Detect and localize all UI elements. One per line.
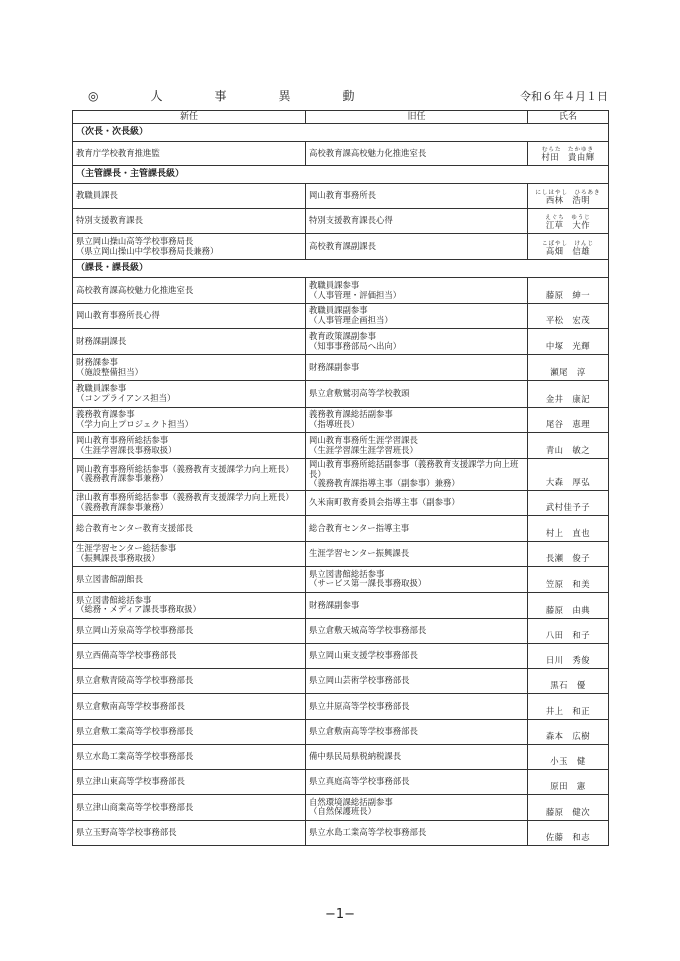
table-row: [73, 719, 609, 744]
table-row: [73, 355, 609, 381]
new-position-cell: 岡山教育事務所長心得: [73, 304, 306, 329]
table-row: [73, 381, 609, 408]
new-position-cell: 県立倉敷南高等学校事務部長: [73, 693, 306, 719]
old-position-cell: 教職員課参事 （人事管理・評価担当）: [306, 278, 528, 304]
category-row: [73, 166, 609, 184]
person-name-cell: [528, 515, 609, 541]
old-position-cell: 岡山教育事務所生涯学習課長 （生涯学習課生涯学習班長）: [306, 433, 528, 459]
person-name-cell: [528, 329, 609, 355]
new-position-cell: 特別支援教育課長: [73, 209, 306, 234]
table-row: [73, 234, 609, 260]
table-row: [73, 769, 609, 794]
person-name-cell: [528, 820, 609, 845]
old-position-cell: 高校教育課高校魅力化推進室長: [306, 142, 528, 166]
category-label: （次長・次長級）: [73, 124, 609, 142]
new-position-cell: 県立図書館副館長: [73, 566, 306, 592]
person-name-cell: [528, 433, 609, 459]
table-row: [73, 744, 609, 769]
name-reading: にしはやし ひろあき: [535, 190, 601, 197]
person-name-cell: [528, 209, 609, 234]
person-name: 江草 大作: [545, 220, 591, 231]
person-name: 長瀬 俊子: [545, 553, 591, 564]
person-name: 村上 直也: [545, 528, 591, 539]
person-name-cell: [528, 794, 609, 820]
person-name-cell: [528, 541, 609, 566]
old-position-cell: 生涯学習センター振興課長: [306, 541, 528, 566]
new-position-cell: 総合教育センター教育支援部長: [73, 515, 306, 541]
person-name-cell: [528, 408, 609, 433]
category-label: （主管課長・主管課長級）: [73, 166, 609, 184]
person-name-cell: [528, 355, 609, 381]
person-name: 尾谷 恵理: [545, 419, 591, 430]
new-position-cell: 県立岡山芳泉高等学校事務部長: [73, 618, 306, 643]
person-name-cell: [528, 184, 609, 209]
person-name: 平松 宏茂: [545, 315, 591, 326]
person-name: 藤原 紳一: [545, 290, 591, 301]
old-position-cell: 岡山教育事務所総括副参事（義務教育支援課学力向上班長） （義務教育課指導主事（副参事）兼務）: [306, 459, 528, 491]
new-position-cell: 岡山教育事務所総括参事（義務教育支援課学力向上班長） （義務教育課参事兼務）: [73, 459, 306, 491]
name-reading: むらた たかゆき: [541, 147, 594, 154]
new-position-cell: 高校教育課高校魅力化推進室長: [73, 278, 306, 304]
person-name: 村田 貴由輝: [541, 152, 595, 163]
old-position-cell: 県立真庭高等学校事務部長: [306, 769, 528, 794]
table-row: [73, 794, 609, 820]
old-position-cell: 県立岡山東支援学校事務部長: [306, 643, 528, 668]
old-position-cell: 岡山教育事務所長: [306, 184, 528, 209]
table-row: [73, 142, 609, 166]
column-header-name: 氏名: [528, 111, 609, 124]
category-row: [73, 124, 609, 142]
table-row: [73, 541, 609, 566]
person-name-cell: [528, 719, 609, 744]
page-number: −1−: [324, 907, 356, 922]
person-name-cell: [528, 278, 609, 304]
old-position-cell: 県立水島工業高等学校事務部長: [306, 820, 528, 845]
name-reading: えぐち ゆうじ: [545, 215, 591, 222]
person-name: 原田 憲: [550, 781, 586, 792]
person-name: 瀬尾 淳: [550, 367, 586, 378]
person-name-cell: [528, 668, 609, 693]
table-row: [73, 408, 609, 433]
new-position-cell: 津山教育事務所総括参事（義務教育支援課学力向上班長） （義務教育課参事兼務）: [73, 490, 306, 515]
person-name-cell: [528, 490, 609, 515]
new-position-cell: 県立倉敷青陵高等学校事務部長: [73, 668, 306, 693]
category-label: （課長・課長級）: [73, 260, 609, 278]
person-name-cell: [528, 618, 609, 643]
person-name: 高畑 信雄: [545, 246, 591, 257]
old-position-cell: 教職員課副参事 （人事管理企画担当）: [306, 304, 528, 329]
table-row: [73, 566, 609, 592]
person-name-cell: [528, 769, 609, 794]
person-name: 武村佳予子: [545, 502, 591, 513]
category-row: [73, 260, 609, 278]
person-name-cell: [528, 459, 609, 491]
old-position-cell: 県立岡山芸術学校事務部長: [306, 668, 528, 693]
person-name-cell: [528, 643, 609, 668]
old-position-cell: 義務教育課総括副参事 （指導班長）: [306, 408, 528, 433]
old-position-cell: 特別支援教育課長心得: [306, 209, 528, 234]
document-title: ◎ 人 事 異 動: [88, 89, 375, 103]
person-name-cell: [528, 693, 609, 719]
person-name-cell: [528, 234, 609, 260]
old-position-cell: 自然環境課総括副参事 （自然保護班長）: [306, 794, 528, 820]
person-name: 藤原 健次: [545, 807, 591, 818]
person-name: 青山 敏之: [545, 445, 591, 456]
old-position-cell: 久米南町教育委員会指導主事（副参事）: [306, 490, 528, 515]
person-name-cell: [528, 566, 609, 592]
person-name: 笠原 和美: [545, 579, 591, 590]
new-position-cell: 県立津山東高等学校事務部長: [73, 769, 306, 794]
person-name: 日川 秀俊: [545, 655, 591, 666]
table-row: [73, 693, 609, 719]
table-row: [73, 184, 609, 209]
table-row: [73, 592, 609, 618]
table-body: [73, 124, 609, 846]
person-name-cell: [528, 142, 609, 166]
name-reading: こばやし けんじ: [541, 241, 594, 248]
person-name: 大森 厚弘: [545, 477, 591, 488]
table-row: [73, 433, 609, 459]
table-row: [73, 668, 609, 693]
person-name-cell: [528, 592, 609, 618]
new-position-cell: 義務教育課参事 （学力向上プロジェクト担当）: [73, 408, 306, 433]
person-name: 黒石 優: [550, 680, 586, 691]
old-position-cell: 財務課副参事: [306, 355, 528, 381]
table-row: [73, 278, 609, 304]
person-name: 佐藤 和志: [545, 832, 591, 843]
table-header-row: [73, 111, 609, 124]
personnel-table: [72, 110, 609, 846]
table-row: [73, 515, 609, 541]
column-header-old: 旧任: [306, 111, 528, 124]
new-position-cell: 県立玉野高等学校事務部長: [73, 820, 306, 845]
new-position-cell: 教育庁学校教育推進監: [73, 142, 306, 166]
new-position-cell: 県立図書館総括参事 （総務・メディア課長事務取扱）: [73, 592, 306, 618]
person-name-cell: [528, 744, 609, 769]
old-position-cell: 県立倉敷天城高等学校事務部長: [306, 618, 528, 643]
person-name: 金井 康記: [545, 394, 591, 405]
old-position-cell: 県立倉敷鷲羽高等学校教頭: [306, 381, 528, 408]
table-row: [73, 490, 609, 515]
person-name-cell: [528, 304, 609, 329]
new-position-cell: 教職員課長: [73, 184, 306, 209]
person-name: 小玉 健: [550, 756, 586, 767]
person-name: 藤原 由典: [545, 605, 591, 616]
old-position-cell: 総合教育センター指導主事: [306, 515, 528, 541]
person-name: 西林 浩明: [545, 195, 591, 206]
old-position-cell: 財務課副参事: [306, 592, 528, 618]
new-position-cell: 県立西備高等学校事務部長: [73, 643, 306, 668]
new-position-cell: 財務課副課長: [73, 329, 306, 355]
person-name: 森本 広樹: [545, 731, 591, 742]
table-row: [73, 329, 609, 355]
table-row: [73, 618, 609, 643]
old-position-cell: 高校教育課副課長: [306, 234, 528, 260]
new-position-cell: 県立岡山操山高等学校事務局長 （県立岡山操山中学校事務局長兼務）: [73, 234, 306, 260]
new-position-cell: 生涯学習センター総括参事 （振興課長事務取扱）: [73, 541, 306, 566]
table-row: [73, 459, 609, 491]
table-row: [73, 209, 609, 234]
person-name-cell: [528, 381, 609, 408]
table-row: [73, 304, 609, 329]
old-position-cell: 教育政策課副参事 （知事事務部局へ出向）: [306, 329, 528, 355]
person-name: 井上 和正: [545, 706, 591, 717]
new-position-cell: 教職員課参事 （コンプライアンス担当）: [73, 381, 306, 408]
new-position-cell: 県立水島工業高等学校事務部長: [73, 744, 306, 769]
new-position-cell: 財務課参事 （施設整備担当）: [73, 355, 306, 381]
new-position-cell: 県立倉敷工業高等学校事務部長: [73, 719, 306, 744]
table-row: [73, 820, 609, 845]
table-row: [73, 643, 609, 668]
new-position-cell: 岡山教育事務所総括参事 （生涯学習課長事務取扱）: [73, 433, 306, 459]
person-name: 八田 和子: [545, 630, 591, 641]
old-position-cell: 備中県民局県税納税課長: [306, 744, 528, 769]
document-date: 令和６年４月１日: [520, 90, 608, 103]
old-position-cell: 県立井原高等学校事務部長: [306, 693, 528, 719]
old-position-cell: 県立図書館総括参事 （サービス第一課長事務取扱）: [306, 566, 528, 592]
new-position-cell: 県立津山商業高等学校事務部長: [73, 794, 306, 820]
old-position-cell: 県立倉敷南高等学校事務部長: [306, 719, 528, 744]
column-header-new: 新任: [73, 111, 306, 124]
person-name: 中塚 光輝: [545, 341, 591, 352]
